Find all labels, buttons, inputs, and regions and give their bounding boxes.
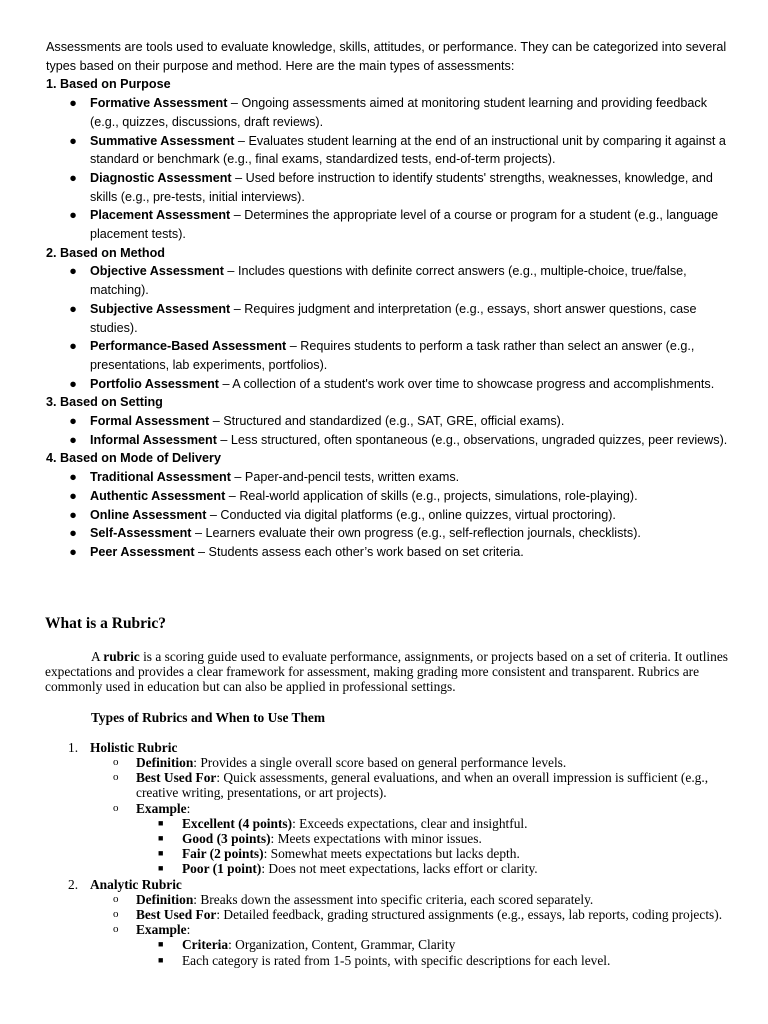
example-label: Excellent (4 points) (182, 815, 293, 831)
bullet-icon: ● (69, 526, 77, 541)
definition-label: Definition (136, 891, 194, 907)
category-heading: 3. Based on Setting (46, 395, 163, 410)
circle-bullet-icon: o (113, 756, 119, 769)
rubric-detail-list (90, 755, 735, 877)
rubric-types-list (45, 740, 735, 968)
rubric-title: What is a Rubric? (45, 615, 166, 632)
assessment-term: Formative Assessment (90, 96, 228, 111)
list-item (46, 169, 736, 206)
bullet-icon: ● (69, 507, 77, 522)
example-entry (136, 861, 735, 876)
assessment-term: Subjective Assessment (90, 301, 231, 316)
bullet-icon: ● (69, 96, 77, 111)
example-list (136, 816, 735, 877)
assessment-term: Objective Assessment (90, 264, 224, 279)
assessment-description: – Real-world application of skills (e.g., projects, simulations, role-playing). (225, 488, 638, 503)
assessment-term: Peer Assessment (90, 544, 195, 559)
bullet-icon: ● (69, 264, 77, 279)
bullet-icon: ● (69, 133, 77, 148)
circle-bullet-icon: o (113, 801, 119, 814)
assessment-term: Performance-Based Assessment (90, 339, 287, 354)
rubric-type-number: 2. (68, 876, 79, 892)
category-list (46, 75, 736, 561)
list-item (46, 375, 736, 394)
list-item (46, 468, 736, 487)
rubric-intro-prefix: A (91, 649, 104, 664)
category-heading: 1. Based on Purpose (46, 77, 171, 92)
list-item (46, 412, 736, 431)
best-used-for-item (90, 770, 735, 800)
rubric-detail-list (90, 892, 735, 968)
circle-bullet-icon: o (113, 771, 119, 784)
rubric-type-item (45, 740, 735, 877)
list-item (46, 506, 736, 525)
assessment-term: Self-Assessment (90, 526, 192, 541)
list-item (46, 300, 736, 337)
category-heading: 2. Based on Method (46, 245, 165, 260)
example-label: Good (3 points) (182, 831, 271, 847)
example-entry (136, 937, 735, 952)
assessment-description: – Conducted via digital platforms (e.g., online quizzes, virtual proctoring). (206, 507, 616, 522)
assessment-term: Traditional Assessment (90, 470, 231, 485)
assessment-description: – Structured and standardized (e.g., SAT, GRE, official exams). (209, 414, 565, 429)
best-used-for-text: : Detailed feedback, grading structured assignments (e.g., essays, lab reports, coding projects). (216, 907, 723, 923)
assessment-term: Diagnostic Assessment (90, 170, 232, 185)
bullet-icon: ● (69, 301, 77, 316)
circle-bullet-icon: o (113, 923, 119, 936)
assessment-description: – Paper-and-pencil tests, written exams. (230, 470, 460, 485)
list-item (46, 206, 736, 243)
example-text: : Organization, Content, Grammar, Clarity (228, 937, 456, 953)
example-text: : Exceeds expectations, clear and insightful. (292, 815, 528, 831)
assessment-term: Online Assessment (90, 507, 207, 522)
assessment-term: Portfolio Assessment (90, 376, 219, 391)
assessment-description: – Includes questions with definite correct answers (e.g., multiple-choice, true/false, matching). (90, 264, 687, 298)
definition-text: : Breaks down the assessment into specific criteria, each scored separately. (193, 891, 594, 907)
definition-label: Definition (136, 755, 194, 771)
assessment-description: – Requires students to perform a task rather than select an answer (e.g., presentations, lab experiments, portfolios). (90, 339, 695, 372)
example-item (90, 801, 735, 877)
assessment-term: Authentic Assessment (90, 488, 226, 503)
assessment-list (46, 468, 736, 562)
list-item (46, 94, 736, 131)
rubric-type-name: Holistic Rubric (90, 739, 178, 755)
assessment-description: – Evaluates student learning at the end of an instructional unit by comparing it against a standard or benchmark (e.g., final exams, standardized tests, end-of-term projects). (90, 133, 726, 167)
circle-bullet-icon: o (113, 892, 119, 905)
best-used-for-text: : Quick assessments, general evaluations, and when an overall impression is sufficient (e.g., creative writing, presentations, or art projects). (136, 770, 709, 801)
assessment-types-section (46, 38, 736, 562)
assessment-description: – Determines the appropriate level of a course or program for a student (e.g., language placement tests). (90, 208, 719, 242)
square-bullet-icon: ■ (158, 848, 164, 859)
example-label: Criteria (182, 937, 229, 953)
example-entry (136, 846, 735, 861)
definition-item (90, 755, 735, 770)
intro-paragraph: Assessments are tools used to evaluate knowledge, skills, attitudes, or performance. They can be categorized into several types based on their purpose and method. Here are the main types of assessments: (46, 40, 727, 73)
example-entry (136, 816, 735, 831)
assessment-list (46, 262, 736, 393)
rubric-intro-paragraph (45, 649, 735, 695)
bullet-icon: ● (69, 170, 77, 185)
bullet-icon: ● (69, 376, 77, 391)
assessment-description: – Used before instruction to identify students' strengths, weaknesses, knowledge, and skills (e.g., pre-tests, initial interviews). (90, 170, 713, 204)
assessment-description: – Less structured, often spontaneous (e.g., observations, ungraded quizzes, peer reviews). (216, 432, 728, 447)
best-used-for-label: Best Used For (136, 907, 217, 923)
best-used-for-item (90, 907, 735, 922)
bullet-icon: ● (69, 470, 77, 485)
circle-bullet-icon: o (113, 908, 119, 921)
list-item (46, 431, 736, 450)
example-text: Each category is rated from 1-5 points, with specific descriptions for each level. (182, 952, 611, 968)
example-entry (136, 831, 735, 846)
list-item (46, 132, 736, 169)
assessment-term: Informal Assessment (90, 432, 217, 447)
square-bullet-icon: ■ (158, 954, 164, 965)
definition-item (90, 892, 735, 907)
rubric-intro-term: rubric (103, 649, 140, 664)
best-used-for-label: Best Used For (136, 770, 217, 786)
square-bullet-icon: ■ (158, 863, 164, 874)
example-label: Poor (1 point) (182, 861, 262, 877)
example-text: : (186, 800, 191, 816)
bullet-icon: ● (69, 432, 77, 447)
example-list (136, 937, 735, 967)
example-item (90, 922, 735, 968)
example-text: : Somewhat meets expectations but lacks depth. (263, 846, 520, 862)
assessment-description: – A collection of a student's work over time to showcase progress and accomplishments. (219, 376, 715, 391)
list-item (46, 524, 736, 543)
rubric-type-number: 1. (68, 739, 79, 755)
example-label: Example (136, 922, 187, 938)
bullet-icon: ● (69, 339, 77, 354)
example-label: Example (136, 800, 187, 816)
assessment-description: – Ongoing assessments aimed at monitoring student learning and providing feedback (e.g., quizzes, discussions, draft reviews). (90, 96, 707, 129)
square-bullet-icon: ■ (158, 833, 164, 844)
rubric-section (45, 614, 735, 968)
example-text: : Meets expectations with minor issues. (270, 831, 482, 847)
definition-text: : Provides a single overall score based on general performance levels. (193, 755, 567, 771)
list-item (46, 487, 736, 506)
assessment-term: Summative Assessment (90, 133, 235, 148)
bullet-icon: ● (69, 414, 77, 429)
bullet-icon: ● (69, 544, 77, 559)
assessment-description: – Students assess each other’s work based on set criteria. (194, 544, 524, 559)
assessment-description: – Learners evaluate their own progress (e.g., self-reflection journals, checklists). (191, 526, 641, 541)
example-label: Fair (2 points) (182, 846, 264, 862)
rubric-type-name: Analytic Rubric (90, 876, 182, 892)
bullet-icon: ● (69, 208, 77, 223)
assessment-term: Formal Assessment (90, 414, 210, 429)
rubric-type-item (45, 877, 735, 968)
rubric-intro-rest: is a scoring guide used to evaluate performance, assignments, or projects based on a set of criteria. It outlines expectations and provides a clear framework for assessment, making grading more consistent and transparent. Rubrics are commonly used in education but can also be applied in professional settings. (45, 649, 728, 695)
rubric-types-heading: Types of Rubrics and When to Use Them (91, 709, 325, 725)
assessment-list (46, 94, 736, 244)
list-item (46, 543, 736, 562)
category-heading: 4. Based on Mode of Delivery (46, 451, 221, 466)
list-item (46, 262, 736, 299)
bullet-icon: ● (69, 488, 77, 503)
example-text: : Does not meet expectations, lacks effort or clarity. (261, 861, 538, 877)
square-bullet-icon: ■ (158, 817, 164, 828)
assessment-term: Placement Assessment (90, 208, 231, 223)
list-item (46, 337, 736, 374)
assessment-list (46, 412, 736, 449)
square-bullet-icon: ■ (158, 939, 164, 950)
example-entry (136, 953, 735, 968)
assessment-description: – Requires judgment and interpretation (e.g., essays, short answer questions, case studies). (90, 301, 697, 335)
example-text: : (186, 922, 191, 938)
